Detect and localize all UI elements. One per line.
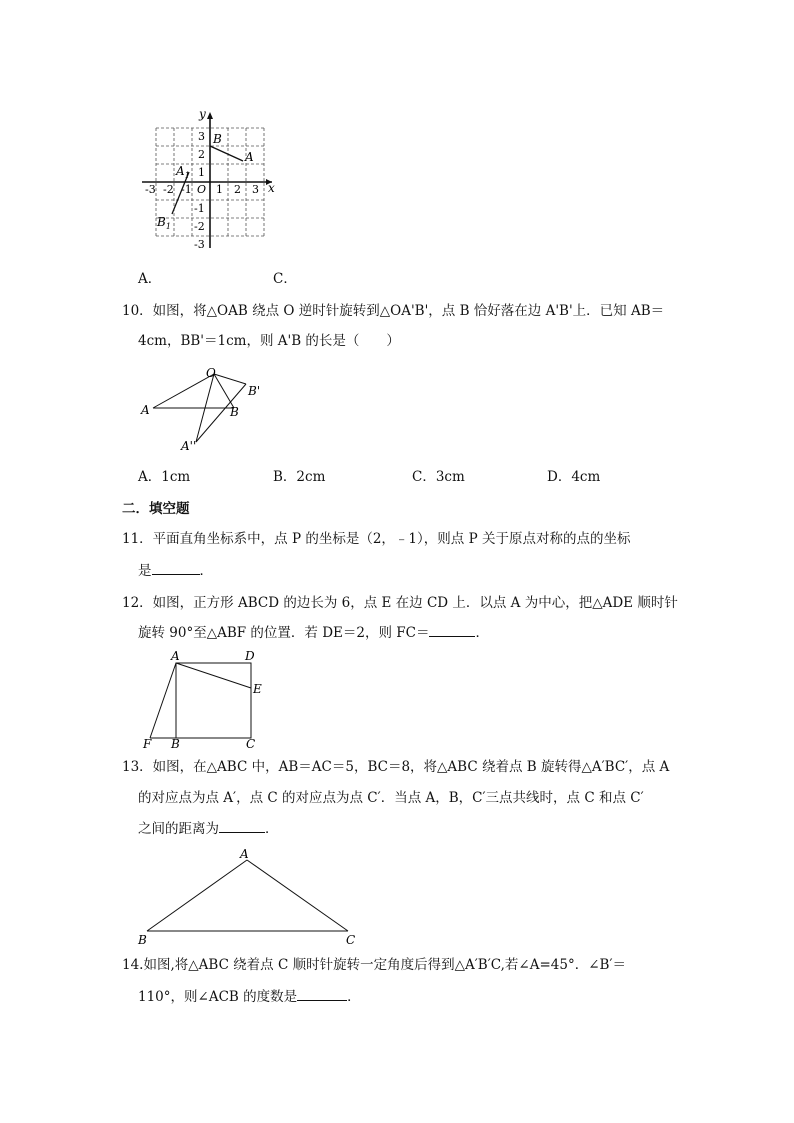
q11-suffix: ． — [199, 563, 213, 579]
x-tick: -2 — [163, 183, 174, 196]
y-tick: 1 — [198, 166, 205, 179]
q10-line-1: 10．如图，将△OAB 绕点 O 逆时针旋转到△OA'B'，点 B 恰好落在边 A'B'上．已知 AB＝ — [122, 303, 665, 319]
q14-prefix: 110°，则∠ACB 的度数是 — [138, 989, 298, 1005]
q12-prefix: 旋转 90°至△ABF 的位置．若 DE＝2，则 FC＝ — [138, 625, 430, 641]
point-F-label: F — [143, 737, 152, 750]
answer-blank[interactable] — [297, 986, 347, 1001]
x-tick: 1 — [216, 183, 223, 196]
point-B-label: B — [213, 132, 222, 146]
point-C-label: C — [246, 737, 256, 750]
point-B-prime-label: B' — [248, 384, 261, 398]
point-C-label: C — [346, 933, 356, 947]
origin-label: O — [197, 183, 207, 196]
section-heading: 二．填空题 — [122, 501, 190, 517]
q12-line-2 — [138, 618, 489, 648]
point-B1-label: $B_1$ — [157, 215, 171, 231]
point-A-label: A — [171, 649, 180, 663]
point-D-label: D — [245, 649, 255, 663]
q14-line-1: 14.如图,将△ABC 绕着点 C 顺时针旋转一定角度后得到△A′B′C,若∠A=45°．∠B′＝ — [122, 957, 627, 973]
x-tick: -3 — [145, 183, 156, 196]
y-axis-arrow-icon — [207, 112, 213, 119]
point-A-label: A — [141, 403, 150, 417]
q10-option-b: B．2cm — [273, 469, 326, 485]
q10-option-c: C．3cm — [412, 469, 465, 485]
x-tick: 2 — [234, 183, 241, 196]
q9-coordinate-figure — [138, 108, 280, 254]
y-tick: 3 — [198, 130, 205, 143]
q13-prefix: 之间的距离为 — [138, 821, 219, 837]
q14-suffix: ． — [347, 989, 361, 1005]
answer-blank[interactable] — [219, 818, 265, 833]
y-axis-label: y — [199, 108, 206, 121]
point-B-label: B — [171, 737, 180, 750]
answer-blank[interactable] — [152, 560, 200, 575]
y-tick: -3 — [194, 238, 205, 251]
q10-option-a: A．1cm — [138, 469, 191, 485]
point-O-label: O — [206, 366, 216, 380]
y-tick: 2 — [198, 148, 205, 161]
q9-option-c: C． — [273, 271, 297, 287]
y-tick: -1 — [194, 202, 205, 215]
q10-rotation-figure — [138, 362, 270, 456]
x-tick: 3 — [252, 183, 259, 196]
x-axis-label: x — [268, 181, 275, 195]
q13-line-1: 13．如图，在△ABC 中，AB＝AC＝5，BC＝8，将△ABC 绕着点 B 旋转得△A′BC′，点 A — [122, 759, 670, 775]
q13-line-2: 的对应点为点 A′，点 C 的对应点为点 C′．当点 A，B，C′三点共线时，点 C 和点 C′ — [138, 790, 644, 806]
q11-prefix: 是 — [138, 563, 152, 579]
q10-option-d: D．4cm — [547, 469, 601, 485]
point-A-label: A — [245, 150, 254, 164]
answer-blank[interactable] — [429, 622, 475, 637]
x-tick: -1 — [181, 183, 192, 196]
q12-line-1: 12．如图，正方形 ABCD 的边长为 6，点 E 在边 CD 上．以点 A 为中心，把△ADE 顺时针 — [122, 595, 678, 611]
segment-AB — [210, 146, 243, 161]
q11-line-1: 11．平面直角坐标系中，点 P 的坐标是（2，﹣1），则点 P 关于原点对称的点的坐标 — [122, 531, 631, 547]
q13-line-3 — [138, 814, 279, 844]
point-E-label: E — [253, 682, 262, 696]
point-B-label: B — [230, 405, 239, 419]
point-B-label: B — [138, 933, 147, 947]
point-A1-label: $A_1$ — [176, 164, 190, 180]
point-A-prime-label: A'' — [181, 439, 197, 453]
q13-triangle-figure — [136, 845, 362, 949]
q11-line-2 — [138, 556, 213, 586]
point-A-label: A — [240, 847, 249, 861]
q12-square-figure — [138, 648, 272, 750]
q13-suffix: ． — [265, 821, 279, 837]
q14-line-2 — [138, 982, 361, 1012]
q9-option-a: A． — [138, 271, 162, 287]
q10-line-2: 4cm，BB'＝1cm，则 A'B 的长是（ ） — [138, 333, 400, 349]
q12-suffix: ． — [475, 625, 489, 641]
y-tick: -2 — [194, 220, 205, 233]
